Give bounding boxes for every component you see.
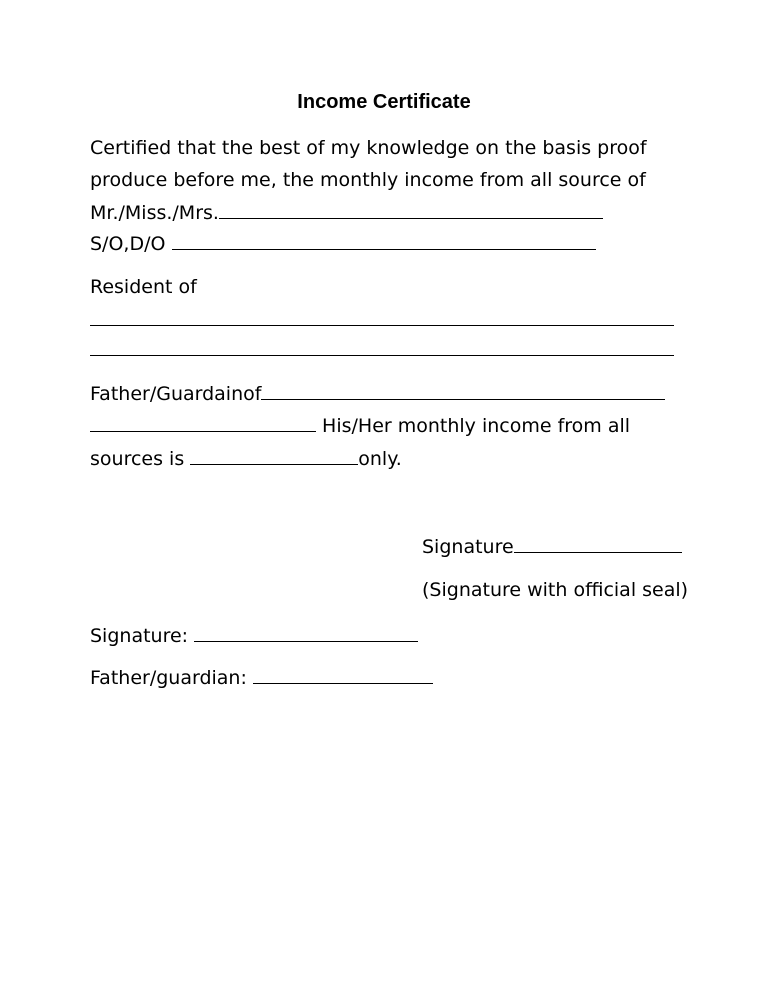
income-row (90, 414, 630, 438)
relation-label: S/O,D/O (90, 233, 166, 255)
relation-blank-field[interactable] (172, 232, 596, 250)
official-signature-label: Signature (422, 536, 514, 558)
applicant-signature-label: Signature: (90, 625, 189, 647)
income-text: His/Her monthly income from all (322, 415, 631, 437)
applicant-signature-row (90, 624, 418, 648)
seal-note: (Signature with official seal) (422, 579, 689, 601)
certificate-text-line-1: Certified that the best of my knowledge on the basis proof (90, 137, 647, 159)
income-amount-blank-field[interactable] (190, 447, 358, 465)
resident-row-2 (90, 338, 674, 362)
father-guardian-label: Father/guardian: (90, 667, 247, 689)
father-guardian-row (90, 666, 433, 690)
resident-blank-field-1[interactable] (90, 308, 674, 326)
guardian-name-continuation-blank[interactable] (90, 414, 316, 432)
resident-row-1 (90, 308, 674, 332)
sources-label: sources is (90, 448, 185, 470)
name-blank-field[interactable] (219, 201, 603, 219)
name-row (90, 201, 603, 225)
resident-label: Resident of (90, 276, 197, 298)
certificate-text-line-2: produce before me, the monthly income from all source of (90, 169, 646, 191)
page-title: Income Certificate (297, 91, 471, 113)
father-guardian-blank-field[interactable] (253, 666, 433, 684)
guardian-label: Father/Guardainof (90, 383, 262, 405)
only-text: only. (358, 448, 402, 470)
guardian-blank-field[interactable] (261, 382, 665, 400)
resident-blank-field-2[interactable] (90, 338, 674, 356)
official-signature-row (422, 535, 682, 559)
applicant-signature-blank-field[interactable] (194, 624, 418, 642)
relation-row (90, 232, 596, 256)
guardian-row (90, 382, 665, 406)
sources-row (90, 447, 402, 471)
name-label: Mr./Miss./Mrs. (90, 202, 219, 224)
official-signature-blank-field[interactable] (514, 535, 682, 553)
